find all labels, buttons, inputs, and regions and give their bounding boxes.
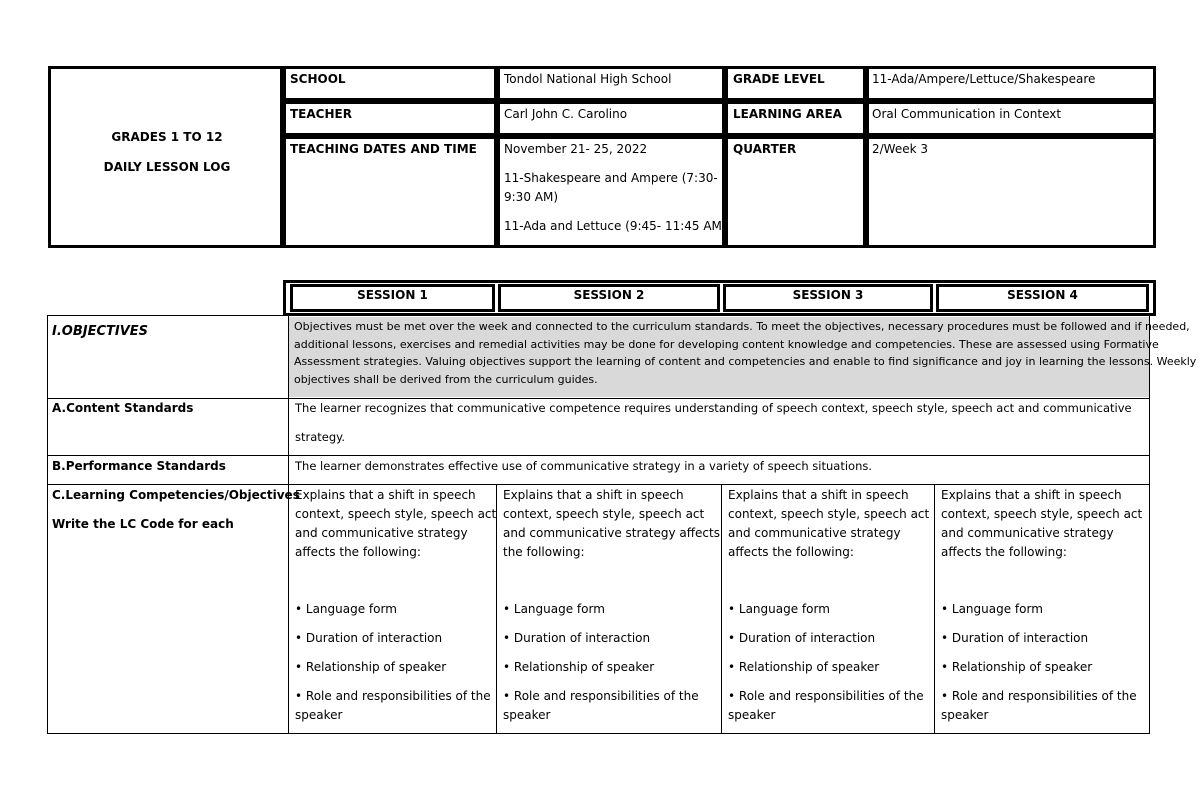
s3-bullet-role-cont: speaker (728, 708, 776, 722)
s4-bullet-role-cont: speaker (941, 708, 989, 722)
s1-intro-line1: Explains that a shift in speech (295, 488, 476, 502)
s4-bullet-language: • Language form (941, 602, 1043, 616)
s2-intro-line2: context, speech style, speech act (503, 507, 705, 521)
s4-intro-line4: affects the following: (941, 545, 1067, 559)
rule-label-column (288, 315, 289, 734)
s1-bullet-duration: • Duration of interaction (295, 631, 443, 645)
s1-bullet-role-cont: speaker (295, 708, 343, 722)
dates-line4: 11-Ada and Lettuce (9:45- 11:45 AM) (504, 219, 727, 233)
dates-label: TEACHING DATES AND TIME (290, 142, 477, 156)
objectives-label: I.OBJECTIVES (52, 324, 149, 339)
s3-bullet-role: • Role and responsibilities of the (728, 689, 924, 703)
competencies-label: C.Learning Competencies/Objectives (52, 488, 300, 502)
dates-line2: 11-Shakespeare and Ampere (7:30- (504, 171, 718, 185)
s2-bullet-language: • Language form (503, 602, 605, 616)
doc-title-line2: DAILY LESSON LOG (103, 160, 231, 174)
s2-bullet-role: • Role and responsibilities of the (503, 689, 699, 703)
session-4-label: SESSION 4 (1007, 288, 1078, 302)
s3-bullet-language: • Language form (728, 602, 830, 616)
dates-line3: 9:30 AM) (504, 190, 559, 204)
rule-content-bottom (47, 455, 1150, 456)
s2-bullet-role-cont: speaker (503, 708, 551, 722)
doc-title-line1: GRADES 1 TO 12 (111, 130, 223, 144)
s3-bullet-relationship: • Relationship of speaker (728, 660, 880, 674)
teacher-value: Carl John C. Carolino (504, 107, 628, 121)
school-value: Tondol National High School (504, 72, 672, 86)
s3-intro-line1: Explains that a shift in speech (728, 488, 909, 502)
objectives-line1: Objectives must be met over the week and connected to the curriculum standards. To meet the objectives, necessary procedures must be followed and if needed, (294, 320, 1190, 333)
s1-intro-line3: and communicative strategy (295, 526, 468, 540)
teacher-label: TEACHER (290, 107, 352, 121)
s2-intro-line3: and communicative strategy affects (503, 526, 720, 540)
s1-bullet-language: • Language form (295, 602, 397, 616)
rule-session-3-4 (934, 484, 935, 734)
objectives-line4: objectives shall be derived from the curriculum guides. (294, 373, 598, 386)
content-standards-line1: The learner recognizes that communicative competence requires understanding of speech context, speech style, speech act and communicative (295, 401, 1132, 415)
grade-value: 11-Ada/Ampere/Lettuce/Shakespeare (872, 72, 1096, 86)
area-label: LEARNING AREA (733, 107, 842, 121)
dates-line1: November 21- 25, 2022 (504, 142, 648, 156)
objectives-line2: additional lessons, exercises and remedial activities may be done for developing content knowledge and competencies. These are assessed using Formative (294, 338, 1159, 351)
rule-table-bottom (47, 733, 1150, 734)
quarter-value: 2/Week 3 (872, 142, 929, 156)
content-standards-label: A.Content Standards (52, 401, 194, 415)
objectives-line3: Assessment strategies. Valuing objectives support the learning of content and competencies and enable to find significance and joy in learning the lessons. Weekly (294, 355, 1197, 368)
rule-right-edge (1149, 315, 1150, 734)
header-title-cell (51, 69, 283, 245)
s3-intro-line4: affects the following: (728, 545, 854, 559)
performance-standards-label: B.Performance Standards (52, 459, 226, 473)
s1-intro-line4: affects the following: (295, 545, 421, 559)
s2-bullet-relationship: • Relationship of speaker (503, 660, 655, 674)
competencies-sublabel: Write the LC Code for each (52, 517, 234, 531)
s4-intro-line2: context, speech style, speech act (941, 507, 1143, 521)
school-label: SCHOOL (290, 72, 346, 86)
session-2-label: SESSION 2 (573, 288, 645, 302)
rule-left-edge (47, 315, 48, 734)
session-3-label: SESSION 3 (792, 288, 864, 302)
s4-bullet-duration: • Duration of interaction (941, 631, 1089, 645)
rule-top-left (47, 315, 288, 316)
rule-performance-bottom (47, 484, 1150, 485)
s2-intro-line4: the following: (503, 545, 585, 559)
s3-bullet-duration: • Duration of interaction (728, 631, 876, 645)
s4-bullet-relationship: • Relationship of speaker (941, 660, 1093, 674)
s2-bullet-duration: • Duration of interaction (503, 631, 651, 645)
s2-intro-line1: Explains that a shift in speech (503, 488, 684, 502)
s4-intro-line1: Explains that a shift in speech (941, 488, 1122, 502)
s1-bullet-relationship: • Relationship of speaker (295, 660, 447, 674)
grade-label: GRADE LEVEL (733, 72, 825, 86)
performance-standards-text: The learner demonstrates effective use of communicative strategy in a variety of speech situations. (295, 459, 873, 473)
area-value: Oral Communication in Context (872, 107, 1062, 121)
rule-session-2-3 (721, 484, 722, 734)
s3-intro-line3: and communicative strategy (728, 526, 901, 540)
s3-intro-line2: context, speech style, speech act (728, 507, 930, 521)
s1-bullet-role: • Role and responsibilities of the (295, 689, 491, 703)
s4-bullet-role: • Role and responsibilities of the (941, 689, 1137, 703)
session-1-label: SESSION 1 (357, 288, 428, 302)
s4-intro-line3: and communicative strategy (941, 526, 1114, 540)
quarter-label: QUARTER (733, 142, 797, 156)
s1-intro-line2: context, speech style, speech act (295, 507, 497, 521)
content-standards-line2: strategy. (295, 430, 345, 444)
